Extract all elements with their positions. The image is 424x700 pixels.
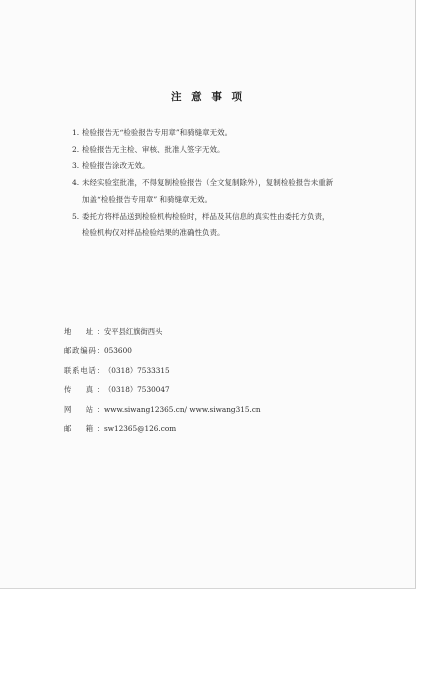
note-number: 1. [72, 128, 80, 137]
contact-value: sw12365@126.com [104, 424, 177, 434]
contact-label: 网 站： [64, 404, 104, 414]
contact-label: 邮 箱： [64, 424, 104, 434]
note-line: 检验机构仅对样品检验结果的准确性负责。 [82, 228, 225, 238]
note-text [82, 175, 372, 208]
contact-value: （0318）7530047 [104, 385, 170, 395]
page-title: 注 意 事 项 [171, 91, 245, 103]
note-number: 5. [72, 211, 80, 221]
note-text [82, 158, 372, 175]
note-item-4 [72, 175, 372, 208]
notes-list [72, 125, 372, 242]
note-line: 委托方将样品送到检验机构检验时，样品及其信息的真实性由委托方负责， [82, 211, 330, 221]
note-number: 3. [72, 161, 80, 171]
note-number: 2. [72, 144, 80, 154]
note-line: 检验报告无主检、审核、批准人签字无效。 [82, 144, 225, 154]
note-text [82, 125, 372, 142]
note-line: 未经实验室批准，不得复制检验报告（全文复制除外），复制检验报告未重新 [82, 178, 334, 188]
note-item-3 [72, 158, 372, 175]
note-text [82, 142, 372, 159]
contact-row-email [64, 419, 261, 438]
note-item-1 [72, 125, 372, 142]
note-item-5 [72, 209, 372, 242]
contact-row-phone [64, 361, 261, 380]
contact-info [64, 322, 261, 438]
contact-value: 053600 [104, 346, 132, 356]
contact-row-fax [64, 380, 261, 399]
note-line: 检验报告涂改无效。 [82, 161, 150, 171]
contact-label: 地 址： [64, 327, 104, 336]
note-number: 4. [72, 178, 80, 188]
note-item-2 [72, 142, 372, 159]
contact-label: 邮政编码： [64, 346, 104, 356]
note-text [82, 209, 372, 242]
contact-row-address [64, 322, 261, 341]
contact-row-website [64, 400, 261, 419]
contact-label: 联系电话： [64, 365, 104, 375]
note-line: 加盖“检验报告专用章” 和骑缝章无效。 [82, 194, 213, 204]
contact-value: 安平县红旗街西头 [104, 327, 163, 336]
note-line: 检验报告无“检验报告专用章”和骑缝章无效。 [82, 128, 233, 137]
contact-value: www.siwang12365.cn/ www.siwang315.cn [104, 404, 261, 414]
contact-value: （0318）7533315 [104, 365, 170, 375]
contact-label: 传 真： [64, 385, 104, 395]
contact-row-postcode [64, 341, 261, 360]
